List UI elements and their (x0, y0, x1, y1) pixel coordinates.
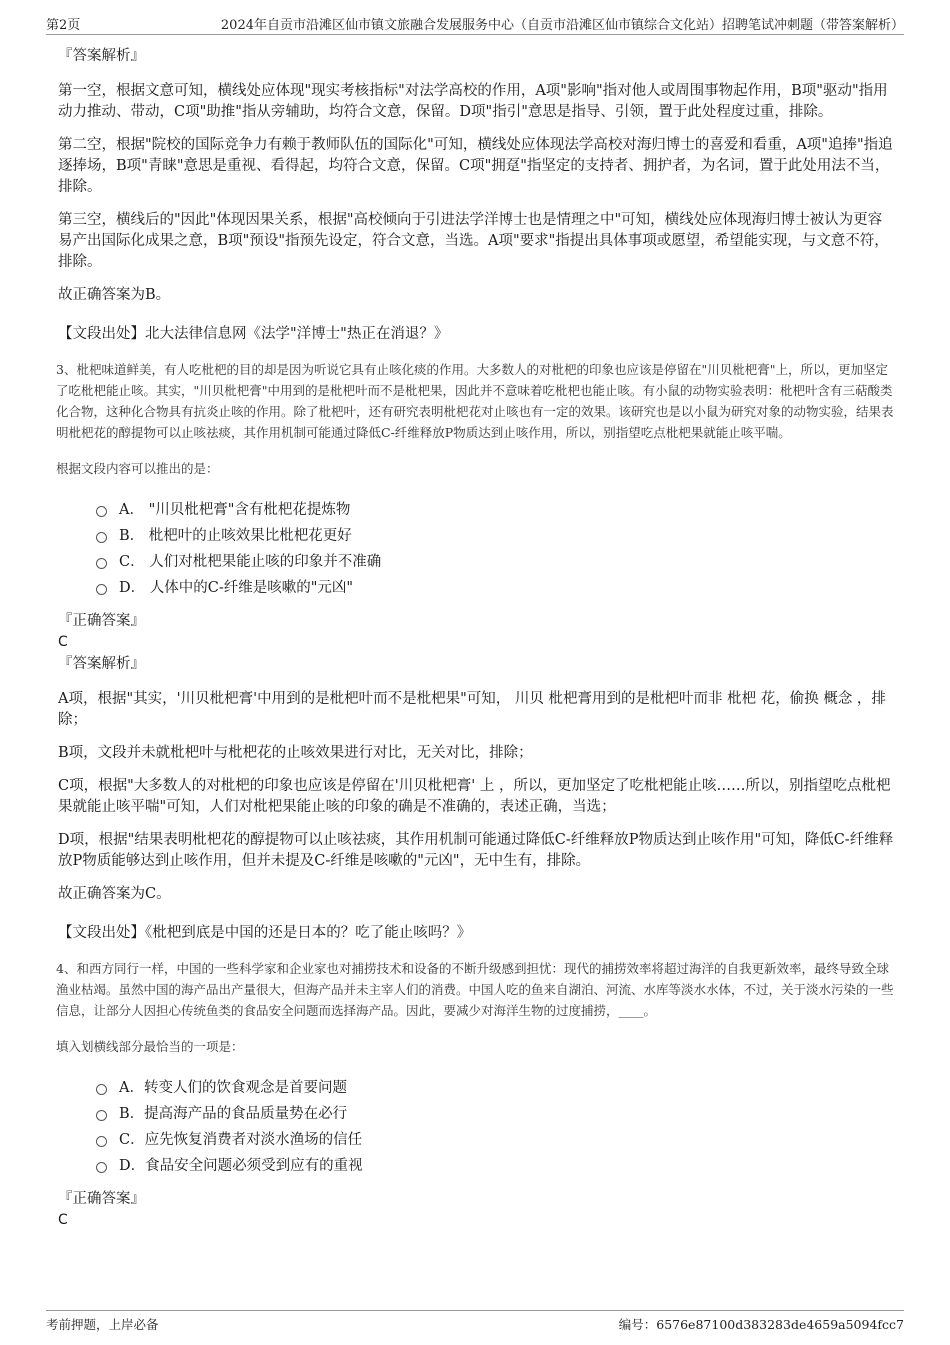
radio-icon[interactable] (96, 1162, 107, 1173)
analysis-paragraph-2: 第二空，根据"院校的国际竞争力有赖于教师队伍的国际化"可知，横线处应体现法学高校对海归博士的喜爱和看重，A项"追捧"指追逐捧场，B项"青睐"意思是重视、看得起，均符合文意，保留。C项"拥趸"指坚定的支持者、拥护者，为名词，置于此处用法不当，排除。 (58, 137, 893, 195)
analysis-paragraph-1: 第一空，根据文意可知，横线处应体现"现实考核指标"对法学高校的作用，A项"影响"指对他人或周围事物起作用，B项"驱动"指用动力推动、带动，C项"助推"指从旁辅助，均符合文意，保留。D项"指引"意思是指导、引领，置于此处程度过重，排除。 (58, 83, 888, 120)
radio-icon[interactable] (96, 584, 107, 595)
option-d[interactable]: D． 人体中的C-纤维是咳嗽的"元凶" (96, 575, 894, 601)
radio-icon[interactable] (96, 1084, 107, 1095)
analysis-item-c: C项，根据"大多数人的对枇杷的印象也应该是停留在'川贝枇杷膏' 上 ，所以，更加坚定了吃枇杷能止咳……所以，别指望吃点枇杷果就能止咳平喘"可知，人们对枇杷果能止咳的印象的确是不准确的，表述正确，当选； (58, 778, 891, 815)
page-footer (46, 1310, 904, 1332)
radio-icon[interactable] (96, 506, 107, 517)
option-a[interactable]: A． "川贝枇杷膏"含有枇杷花提炼物 (96, 497, 894, 523)
question-prompt: 填入划横线部分最恰当的一项是： (56, 1039, 244, 1054)
radio-icon[interactable] (96, 558, 107, 569)
analysis-label: 『答案解析』 (58, 48, 145, 64)
analysis-paragraph-3: 第三空，横线后的"因此"体现因果关系，根据"高校倾向于引进法学洋博士也是情理之中"可知，横线处应体现海归博士被认为更容易产出国际化成果之意，B项"预设"指预先设定，符合文意，当选。A项"要求"指提出具体事项或愿望，希望能实现，与文意不符，排除。 (58, 212, 889, 270)
source-citation: 【文段出处】《枇杷到底是中国的还是日本的？吃了能止咳吗？》 (58, 925, 472, 941)
option-d[interactable]: D．食品安全问题必须受到应有的重视 (96, 1153, 894, 1179)
option-a[interactable]: A．转变人们的饮食观念是首要问题 (96, 1075, 894, 1101)
radio-icon[interactable] (96, 1110, 107, 1121)
document-title: 2024年自贡市沿滩区仙市镇文旅融合发展服务中心（自贡市沿滩区仙市镇综合文化站）招聘笔试冲刺题（带答案解析） (220, 18, 904, 33)
correct-answer-label: 『正确答案』 (58, 613, 145, 629)
answer-conclusion: 故正确答案为C。 (58, 886, 171, 902)
document-id: 编号：6576e87100d383283de4659a5094fcc7 (618, 1317, 904, 1332)
answer-conclusion: 故正确答案为B。 (58, 287, 171, 303)
page-content (56, 46, 894, 1232)
correct-answer: C (58, 634, 68, 650)
analysis-item-d: D项，根据"结果表明枇杷花的醇提物可以止咳祛痰，其作用机制可能通过降低C-纤维释放P物质达到止咳作用"可知，降低C-纤维释放P物质能够达到止咳作用，但并未提及C-纤维是咳嗽的"元凶"，无中生有，排除。 (58, 832, 894, 869)
option-c[interactable]: C． 人们对枇杷果能止咳的印象并不准确 (96, 549, 894, 575)
option-c[interactable]: C．应先恢复消费者对淡水渔场的信任 (96, 1127, 894, 1153)
option-b[interactable]: B． 枇杷叶的止咳效果比枇杷花更好 (96, 523, 894, 549)
correct-answer: C (58, 1212, 68, 1228)
radio-icon[interactable] (96, 532, 107, 543)
radio-icon[interactable] (96, 1136, 107, 1147)
question-prompt: 根据文段内容可以推出的是： (56, 461, 219, 476)
question-stem: 4、和西方同行一样，中国的一些科学家和企业家也对捕捞技术和设备的不断升级感到担忧：现代的捕捞效率将超过海洋的自我更新效率，最终导致全球渔业枯竭。虽然中国的海产品出产量很大，但海产品并未主宰人们的消费。中国人吃的鱼来自湖泊、河流、水库等淡水水体，不过，关于淡水污染的一些信息，让部分人因担心传统鱼类的食品安全问题而选择海产品。因此，要减少对海洋生物的过度捕捞，____。 (56, 961, 894, 1018)
option-b[interactable]: B．提高海产品的食品质量势在必行 (96, 1101, 894, 1127)
question-stem: 3、枇杷味道鲜美，有人吃枇杷的目的却是因为听说它具有止咳化痰的作用。大多数人的对枇杷的印象也应该是停留在"川贝枇杷膏"上，所以，更加坚定了吃枇杷能止咳。其实，"川贝枇杷膏"中用到的是枇杷叶而不是枇杷果，因此并不意味着吃枇杷也能止咳。有小鼠的动物实验表明：枇杷叶含有三萜酸类化合物，这种化合物具有抗炎止咳的作用。除了枇杷叶，还有研究表明枇杷花对止咳也有一定的效果。该研究也是以小鼠为研究对象的动物实验，结果表明枇杷花的醇提物可以止咳祛痰，其作用机制可能通过降低C-纤维释放P物质达到止咳作用，所以，别指望吃点枇杷果就能止咳平喘。 (56, 362, 894, 440)
analysis-item-a: A项，根据"其实，'川贝枇杷膏'中用到的是枇杷叶而不是枇杷果"可知， 川贝 枇杷膏用到的是枇杷叶而非 枇杷 花，偷换 概念 ，排除； (58, 691, 886, 728)
option-list (96, 1075, 894, 1179)
page-header (46, 14, 904, 35)
footer-slogan: 考前押题，上岸必备 (46, 1317, 159, 1332)
analysis-label: 『答案解析』 (58, 656, 145, 672)
correct-answer-label: 『正确答案』 (58, 1191, 145, 1207)
analysis-item-b: B项，文段并未就枇杷叶与枇杷花的止咳效果进行对比，无关对比，排除； (58, 745, 533, 761)
option-list (96, 497, 894, 601)
page-number: 第2页 (46, 18, 81, 33)
source-citation: 【文段出处】北大法律信息网《法学"洋博士"热正在消退？》 (58, 326, 449, 342)
